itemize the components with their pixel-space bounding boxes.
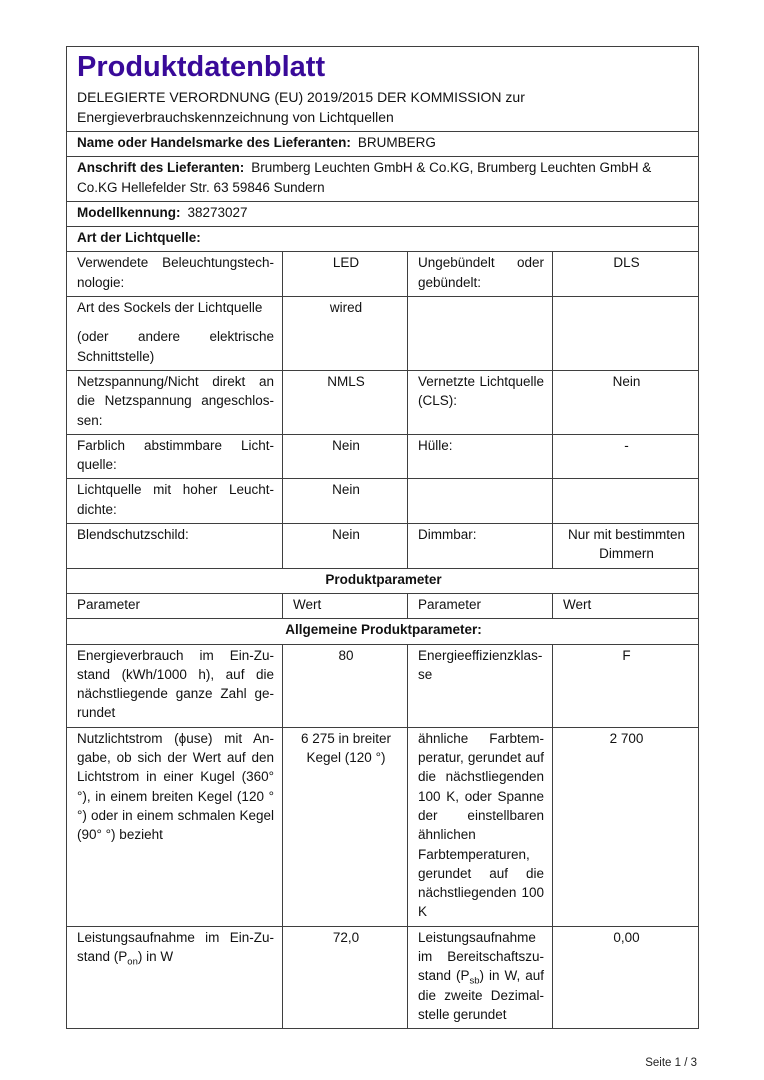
- param-cell: Verwendete Beleuchtungstechnologie:: [67, 252, 283, 297]
- param-cell: Lichtquelle mit hoher Leuchtdichte:: [67, 479, 283, 524]
- supplier-name-cell: [67, 132, 699, 157]
- param-cell: Dimmbar:: [408, 524, 553, 569]
- column-header: Wert: [283, 593, 408, 618]
- column-header: Parameter: [67, 593, 283, 618]
- supplier-address-row: [67, 157, 699, 202]
- value-cell: -: [553, 434, 699, 479]
- light-source-heading: Art der Lichtquelle:: [67, 227, 699, 252]
- supplier-address-label: Anschrift des Lieferanten:: [77, 160, 245, 176]
- table-row: [67, 926, 699, 1028]
- value-cell: 2 700: [553, 727, 699, 926]
- param-cell: ähnliche Farbtemperatur, gerundet auf die nächstliegenden 100 K, oder Spanne der einstellbaren ähnlichen Farbtemperaturen, gerundet auf die nächstliegenden 100 K: [408, 727, 553, 926]
- page-indicator: Seite 1 / 3: [645, 1057, 697, 1070]
- param-cell: Farblich abstimmbare Lichtquelle:: [67, 434, 283, 479]
- param-cell: Leistungsaufnahme im Bereitschaftszustand $(P_{sb})$ in W, auf die zweite Dezimalstelle gerundet: [408, 926, 553, 1028]
- value-cell: wired: [283, 297, 408, 371]
- title-row: [67, 47, 699, 132]
- value-cell: 0,00: [553, 926, 699, 1028]
- supplier-name-row: [67, 132, 699, 157]
- param-cell: Leistungsaufnahme im Ein-Zustand $(P_{on})$ in W: [67, 926, 283, 1028]
- general-parameters-heading-row: [67, 619, 699, 644]
- param-line-1: Art des Sockels der Lichtquelle: [77, 300, 263, 316]
- light-source-heading-row: [67, 227, 699, 252]
- model-label: Modellkennung:: [77, 204, 181, 220]
- table-row: [67, 644, 699, 727]
- param-cell: Hülle:: [408, 434, 553, 479]
- value-cell: 6 275 in breiter Kegel (120 °): [283, 727, 408, 926]
- table-row: [67, 370, 699, 434]
- value-cell: Nein: [283, 524, 408, 569]
- param-cell: Nutzlichtstrom (ϕuse) mit Angabe, ob sich der Wert auf den Lichtstrom in einer Kugel (360° °), in einem breiten Kegel (120 °°) oder in einem schmalen Kegel (90° °) bezieht: [67, 727, 283, 926]
- param-cell: Blendschutzschild:: [67, 524, 283, 569]
- table-row: [67, 252, 699, 297]
- product-parameters-heading-row: [67, 568, 699, 593]
- value-cell: Nein: [283, 434, 408, 479]
- table-row: [67, 297, 699, 371]
- value-cell: Nur mit bestimmten Dimmern: [553, 524, 699, 569]
- value-cell: NMLS: [283, 370, 408, 434]
- column-header: Parameter: [408, 593, 553, 618]
- value-cell: DLS: [553, 252, 699, 297]
- column-header-row: [67, 593, 699, 618]
- model-cell: [67, 201, 699, 226]
- value-cell: 80: [283, 644, 408, 727]
- model-row: [67, 201, 699, 226]
- param-cell: [408, 479, 553, 524]
- page-title: Produktdatenblatt: [77, 51, 326, 83]
- supplier-address-value: Brumberg Leuchten GmbH & Co.KG, Brumberg Leuchten GmbH & Co.KG Hellefelder Str. 63 59846 Sundern: [77, 160, 652, 195]
- value-cell: F: [553, 644, 699, 727]
- regulation-subtitle: DELEGIERTE VERORDNUNG (EU) 2019/2015 DER KOMMISSION zur Energieverbrauchskennzeichnung von Lichtquellen: [77, 89, 525, 125]
- column-header: Wert: [553, 593, 699, 618]
- param-cell: Energieeffizienzklasse: [408, 644, 553, 727]
- value-cell: LED: [283, 252, 408, 297]
- param-cell: [67, 297, 283, 371]
- product-parameters-heading: Produktparameter: [67, 568, 699, 593]
- table-row: [67, 727, 699, 926]
- table-row: [67, 434, 699, 479]
- supplier-name-value: BRUMBERG: [357, 135, 436, 150]
- value-cell: 72,0: [283, 926, 408, 1028]
- supplier-address-cell: [67, 157, 699, 202]
- model-value: 38273027: [187, 204, 248, 220]
- table-row: [67, 524, 699, 569]
- value-cell: [553, 297, 699, 371]
- value-cell: Nein: [283, 479, 408, 524]
- general-parameters-heading: Allgemeine Produktparameter:: [67, 619, 699, 644]
- title-cell: [67, 47, 699, 132]
- supplier-name-label: Name oder Handelsmarke des Lieferanten:: [77, 135, 351, 150]
- table-row: [67, 479, 699, 524]
- datasheet-page: [66, 46, 698, 1070]
- value-cell: [553, 479, 699, 524]
- param-cell: Netzspannung/Nicht direkt an die Netzspannung angeschlossen:: [67, 370, 283, 434]
- param-cell: Vernetzte Lichtquelle (CLS):: [408, 370, 553, 434]
- value-cell: Nein: [553, 370, 699, 434]
- param-cell: Ungebündelt oder gebündelt:: [408, 252, 553, 297]
- param-cell: Energieverbrauch im Ein-Zustand (kWh/1000 h), auf die nächstliegende ganze Zahl gerundet: [67, 644, 283, 727]
- param-cell: [408, 297, 553, 371]
- param-line-2: (oder andere elektrische Schnittstelle): [77, 329, 274, 364]
- product-datasheet: [66, 46, 699, 1029]
